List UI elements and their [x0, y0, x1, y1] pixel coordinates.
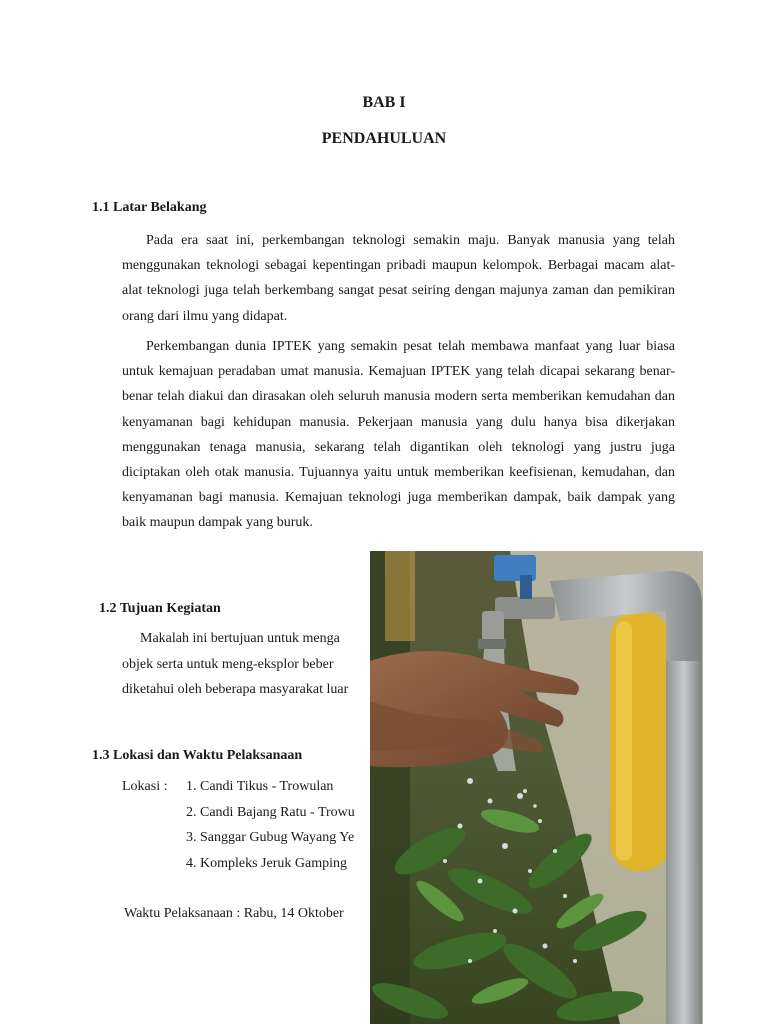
objective-line-2: objek serta untuk meng-eksplor beber [122, 657, 334, 672]
paragraph-2: Perkembangan dunia IPTEK yang semakin pesat telah membawa manfaat yang luar biasa untuk kemajuan peradaban umat manusia. Kemajuan IPTEK yang telah dicapai sekarang benar-benar telah diakui dan dirasakan oleh seluruh manusia modern serta memberikan kemudahan dan kenyamanan bagi kehidupan manusia. Pekerjaan manusia yang dulu hanya bisa dikerjakan menggunakan tenaga manusia, sekarang telah digantikan oleh teknologi yang justru juga diciptakan oleh otak manusia. Tujuannya yaitu untuk memberikan keefisienan, kemudahan, dan kenyamanan bagi manusia. Kemajuan teknologi juga memberikan dampak, baik dampak yang baik maupun dampak yang buruk. [122, 339, 675, 531]
location-item: 2. Candi Bajang Ratu - Trowu [186, 805, 355, 820]
location-label: Lokasi : [122, 779, 168, 794]
location-item: 3. Sanggar Gubug Wayang Ye [186, 830, 355, 845]
chapter-label: BAB I [362, 94, 406, 111]
execution-time: Waktu Pelaksanaan : Rabu, 14 Oktober [124, 906, 344, 921]
section-heading-location: 1.3 Lokasi dan Waktu Pelaksanaan [92, 748, 303, 763]
section-heading-objective: 1.2 Tujuan Kegiatan [99, 601, 221, 616]
water-tap-hands-photo [370, 551, 703, 1024]
objective-line-3: diketahui oleh beberapa masyarakat luar [122, 682, 349, 697]
paragraph-1: Pada era saat ini, perkembangan teknologi semakin maju. Banyak manusia yang telah menggunakan teknologi sebagai kepentingan pribadi maupun kelompok. Berbagai macam alat-alat teknologi juga telah berkembang sangat pesat seiring dengan majunya zaman dan pemikiran orang dari ilmu yang didapat. [122, 233, 675, 324]
chapter-title: PENDAHULUAN [321, 130, 447, 147]
location-item: 1. Candi Tikus - Trowulan [186, 779, 334, 794]
objective-line-1: Makalah ini bertujuan untuk menga [140, 631, 340, 646]
section-heading-background: 1.1 Latar Belakang [92, 200, 207, 215]
location-item: 4. Kompleks Jeruk Gamping [186, 856, 347, 871]
